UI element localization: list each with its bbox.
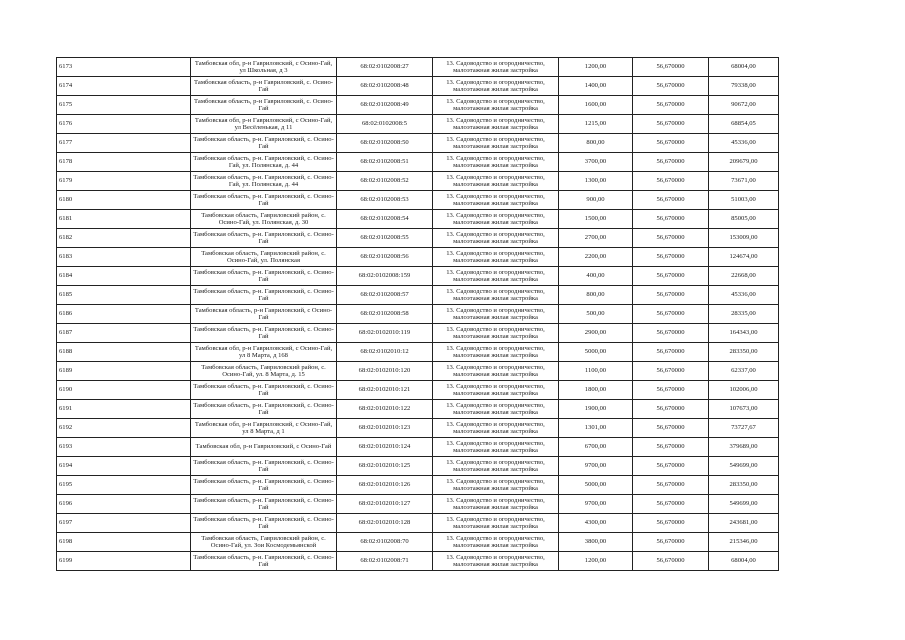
cadastral-number-cell: 68:02:0102008:53 xyxy=(337,191,433,210)
table-row xyxy=(57,324,779,343)
cadastral-number-cell: 68:02:0102008:159 xyxy=(337,267,433,286)
specific-value-cell: 56,670000 xyxy=(633,381,709,400)
specific-value-cell: 56,670000 xyxy=(633,514,709,533)
cadastral-value-cell: 153009,00 xyxy=(709,229,779,248)
area-cell: 1200,00 xyxy=(559,552,633,571)
table-row xyxy=(57,286,779,305)
permitted-use-cell: 13. Садоводство и огородничество, малоэтажная жилая застройка xyxy=(433,362,559,381)
permitted-use-cell: 13. Садоводство и огородничество, малоэтажная жилая застройка xyxy=(433,381,559,400)
cadastral-number-cell: 68:02:0102010:12 xyxy=(337,343,433,362)
permitted-use-cell: 13. Садоводство и огородничество, малоэтажная жилая застройка xyxy=(433,96,559,115)
row-number: 6198 xyxy=(57,533,191,552)
area-cell: 1200,00 xyxy=(559,58,633,77)
cadastral-value-cell: 51003,00 xyxy=(709,191,779,210)
specific-value-cell: 56,670000 xyxy=(633,552,709,571)
cadastral-number-cell: 68:02:0102010:121 xyxy=(337,381,433,400)
address-cell: Тамбовская обл, р-н Гавриловский, с Осино-Гай, ул 8 Марта, д 168 xyxy=(191,343,337,362)
permitted-use-cell: 13. Садоводство и огородничество, малоэтажная жилая застройка xyxy=(433,77,559,96)
permitted-use-cell: 13. Садоводство и огородничество, малоэтажная жилая застройка xyxy=(433,172,559,191)
cadastral-number-cell: 68:02:0102008:52 xyxy=(337,172,433,191)
address-cell: Тамбовская область, р-н. Гавриловский, с. Осино-Гай xyxy=(191,229,337,248)
area-cell: 400,00 xyxy=(559,267,633,286)
area-cell: 1500,00 xyxy=(559,210,633,229)
address-cell: Тамбовская область, р-н. Гавриловский, с. Осино-Гай, ул. Полянская, д. 44 xyxy=(191,172,337,191)
permitted-use-cell: 13. Садоводство и огородничество, малоэтажная жилая застройка xyxy=(433,438,559,457)
specific-value-cell: 56,670000 xyxy=(633,115,709,134)
address-cell: Тамбовская область, р-н. Гавриловский, с. Осино-Гай xyxy=(191,324,337,343)
permitted-use-cell: 13. Садоводство и огородничество, малоэтажная жилая застройка xyxy=(433,286,559,305)
permitted-use-cell: 13. Садоводство и огородничество, малоэтажная жилая застройка xyxy=(433,191,559,210)
address-cell: Тамбовская область, р-н. Гавриловский, с. Осино-Гай xyxy=(191,381,337,400)
cadastral-value-cell: 45336,00 xyxy=(709,134,779,153)
cadastral-value-cell: 68854,05 xyxy=(709,115,779,134)
table-row xyxy=(57,381,779,400)
row-number: 6197 xyxy=(57,514,191,533)
row-number: 6188 xyxy=(57,343,191,362)
specific-value-cell: 56,670000 xyxy=(633,324,709,343)
cadastral-value-cell: 73727,67 xyxy=(709,419,779,438)
permitted-use-cell: 13. Садоводство и огородничество, малоэтажная жилая застройка xyxy=(433,267,559,286)
cadastral-number-cell: 68:02:0102008:27 xyxy=(337,58,433,77)
cadastral-value-cell: 164343,00 xyxy=(709,324,779,343)
cadastral-value-cell: 283350,00 xyxy=(709,343,779,362)
specific-value-cell: 56,670000 xyxy=(633,134,709,153)
row-number: 6187 xyxy=(57,324,191,343)
permitted-use-cell: 13. Садоводство и огородничество, малоэтажная жилая застройка xyxy=(433,134,559,153)
specific-value-cell: 56,670000 xyxy=(633,419,709,438)
cadastral-number-cell: 68:02:0102008:71 xyxy=(337,552,433,571)
table-row xyxy=(57,495,779,514)
table-row xyxy=(57,476,779,495)
area-cell: 1215,00 xyxy=(559,115,633,134)
area-cell: 800,00 xyxy=(559,134,633,153)
cadastral-value-cell: 379689,00 xyxy=(709,438,779,457)
area-cell: 3800,00 xyxy=(559,533,633,552)
specific-value-cell: 56,670000 xyxy=(633,267,709,286)
area-cell: 5000,00 xyxy=(559,343,633,362)
area-cell: 1100,00 xyxy=(559,362,633,381)
table-row xyxy=(57,210,779,229)
permitted-use-cell: 13. Садоводство и огородничество, малоэтажная жилая застройка xyxy=(433,229,559,248)
address-cell: Тамбовская область, р-н. Гавриловский, с. Осино-Гай xyxy=(191,191,337,210)
cadastral-number-cell: 68:02:0102008:55 xyxy=(337,229,433,248)
cadastral-number-cell: 68:02:0102008:48 xyxy=(337,77,433,96)
permitted-use-cell: 13. Садоводство и огородничество, малоэтажная жилая застройка xyxy=(433,343,559,362)
specific-value-cell: 56,670000 xyxy=(633,343,709,362)
cadastral-value-cell: 28335,00 xyxy=(709,305,779,324)
row-number: 6194 xyxy=(57,457,191,476)
specific-value-cell: 56,670000 xyxy=(633,400,709,419)
cadastral-number-cell: 68:02:0102008:49 xyxy=(337,96,433,115)
table-row xyxy=(57,533,779,552)
table-row xyxy=(57,229,779,248)
cadastral-number-cell: 68:02:0102008:56 xyxy=(337,248,433,267)
specific-value-cell: 56,670000 xyxy=(633,248,709,267)
table-row xyxy=(57,191,779,210)
area-cell: 9700,00 xyxy=(559,495,633,514)
row-number: 6193 xyxy=(57,438,191,457)
specific-value-cell: 56,670000 xyxy=(633,96,709,115)
permitted-use-cell: 13. Садоводство и огородничество, малоэтажная жилая застройка xyxy=(433,495,559,514)
row-number: 6196 xyxy=(57,495,191,514)
table-row xyxy=(57,419,779,438)
area-cell: 9700,00 xyxy=(559,457,633,476)
cadastral-number-cell: 68:02:0102008:54 xyxy=(337,210,433,229)
cadastral-value-cell: 22668,00 xyxy=(709,267,779,286)
row-number: 6195 xyxy=(57,476,191,495)
permitted-use-cell: 13. Садоводство и огородничество, малоэтажная жилая застройка xyxy=(433,552,559,571)
area-cell: 800,00 xyxy=(559,286,633,305)
area-cell: 3700,00 xyxy=(559,153,633,172)
table-row xyxy=(57,96,779,115)
row-number: 6191 xyxy=(57,400,191,419)
address-cell: Тамбовская обл, р-н Гавриловский, с Осино-Гай, ул Школьная, д 3 xyxy=(191,58,337,77)
row-number: 6178 xyxy=(57,153,191,172)
cadastral-value-cell: 68004,00 xyxy=(709,552,779,571)
permitted-use-cell: 13. Садоводство и огородничество, малоэтажная жилая застройка xyxy=(433,210,559,229)
specific-value-cell: 56,670000 xyxy=(633,210,709,229)
specific-value-cell: 56,670000 xyxy=(633,153,709,172)
address-cell: Тамбовская область, р-н. Гавриловский, с. Осино-Гай xyxy=(191,476,337,495)
row-number: 6176 xyxy=(57,115,191,134)
area-cell: 1300,00 xyxy=(559,172,633,191)
address-cell: Тамбовская область, р-н. Гавриловский, с. Осино-Гай xyxy=(191,457,337,476)
area-cell: 1301,00 xyxy=(559,419,633,438)
area-cell: 5000,00 xyxy=(559,476,633,495)
address-cell: Тамбовская область, р-н. Гавриловский, с. Осино-Гай xyxy=(191,267,337,286)
area-cell: 1800,00 xyxy=(559,381,633,400)
row-number: 6177 xyxy=(57,134,191,153)
row-number: 6199 xyxy=(57,552,191,571)
address-cell: Тамбовская область, Гавриловский район, с. Осино-Гай, ул. Полянская xyxy=(191,248,337,267)
cadastral-number-cell: 68:02:0102010:122 xyxy=(337,400,433,419)
cadastral-value-cell: 79338,00 xyxy=(709,77,779,96)
row-number: 6175 xyxy=(57,96,191,115)
land-registry-table xyxy=(56,57,779,571)
cadastral-value-cell: 283350,00 xyxy=(709,476,779,495)
address-cell: Тамбовская область, р-н. Гавриловский, с. Осино-Гай, ул. Полянская, д. 44 xyxy=(191,153,337,172)
specific-value-cell: 56,670000 xyxy=(633,457,709,476)
cadastral-number-cell: 68:02:0102010:126 xyxy=(337,476,433,495)
cadastral-value-cell: 243681,00 xyxy=(709,514,779,533)
table-row xyxy=(57,115,779,134)
table-row xyxy=(57,172,779,191)
cadastral-value-cell: 45336,00 xyxy=(709,286,779,305)
permitted-use-cell: 13. Садоводство и огородничество, малоэтажная жилая застройка xyxy=(433,514,559,533)
cadastral-number-cell: 68:02:0102008:58 xyxy=(337,305,433,324)
specific-value-cell: 56,670000 xyxy=(633,533,709,552)
row-number: 6190 xyxy=(57,381,191,400)
specific-value-cell: 56,670000 xyxy=(633,495,709,514)
address-cell: Тамбовская область, Гавриловский район, с. Осино-Гай, ул. Полянская, д. 30 xyxy=(191,210,337,229)
table-row xyxy=(57,552,779,571)
cadastral-value-cell: 90672,00 xyxy=(709,96,779,115)
address-cell: Тамбовская область, р-н. Гавриловский, с. Осино-Гай xyxy=(191,134,337,153)
cadastral-number-cell: 68:02:0102008:5 xyxy=(337,115,433,134)
cadastral-value-cell: 107673,00 xyxy=(709,400,779,419)
cadastral-value-cell: 73671,00 xyxy=(709,172,779,191)
row-number: 6183 xyxy=(57,248,191,267)
address-cell: Тамбовская обл, р-н Гавриловский, с Осино-Гай, ул 8 Марта, д 1 xyxy=(191,419,337,438)
cadastral-value-cell: 549699,00 xyxy=(709,495,779,514)
table-row xyxy=(57,153,779,172)
row-number: 6184 xyxy=(57,267,191,286)
table-row xyxy=(57,77,779,96)
permitted-use-cell: 13. Садоводство и огородничество, малоэтажная жилая застройка xyxy=(433,305,559,324)
permitted-use-cell: 13. Садоводство и огородничество, малоэтажная жилая застройка xyxy=(433,153,559,172)
area-cell: 1900,00 xyxy=(559,400,633,419)
table-row xyxy=(57,305,779,324)
area-cell: 2700,00 xyxy=(559,229,633,248)
cadastral-value-cell: 85005,00 xyxy=(709,210,779,229)
permitted-use-cell: 13. Садоводство и огородничество, малоэтажная жилая застройка xyxy=(433,419,559,438)
address-cell: Тамбовская область, р-н Гавриловский, с Осино-Гай xyxy=(191,305,337,324)
address-cell: Тамбовская обл, р-н Гавриловский, с Осино-Гай, ул Весёленькая, д 11 xyxy=(191,115,337,134)
permitted-use-cell: 13. Садоводство и огородничество, малоэтажная жилая застройка xyxy=(433,476,559,495)
table-row xyxy=(57,248,779,267)
row-number: 6180 xyxy=(57,191,191,210)
permitted-use-cell: 13. Садоводство и огородничество, малоэтажная жилая застройка xyxy=(433,324,559,343)
address-cell: Тамбовская область, р-н. Гавриловский, с. Осино-Гай xyxy=(191,552,337,571)
cadastral-number-cell: 68:02:0102010:125 xyxy=(337,457,433,476)
permitted-use-cell: 13. Садоводство и огородничество, малоэтажная жилая застройка xyxy=(433,400,559,419)
address-cell: Тамбовская область, р-н. Гавриловский, с. Осино-Гай xyxy=(191,286,337,305)
row-number: 6182 xyxy=(57,229,191,248)
address-cell: Тамбовская область, р-н Гавриловский, с. Осино-Гай xyxy=(191,96,337,115)
table-row xyxy=(57,58,779,77)
cadastral-number-cell: 68:02:0102010:124 xyxy=(337,438,433,457)
cadastral-value-cell: 102006,00 xyxy=(709,381,779,400)
cadastral-number-cell: 68:02:0102008:50 xyxy=(337,134,433,153)
permitted-use-cell: 13. Садоводство и огородничество, малоэтажная жилая застройка xyxy=(433,248,559,267)
cadastral-number-cell: 68:02:0102010:127 xyxy=(337,495,433,514)
area-cell: 2900,00 xyxy=(559,324,633,343)
table-body xyxy=(57,58,779,571)
area-cell: 1400,00 xyxy=(559,77,633,96)
specific-value-cell: 56,670000 xyxy=(633,438,709,457)
specific-value-cell: 56,670000 xyxy=(633,172,709,191)
row-number: 6186 xyxy=(57,305,191,324)
row-number: 6173 xyxy=(57,58,191,77)
specific-value-cell: 56,670000 xyxy=(633,229,709,248)
cadastral-number-cell: 68:02:0102008:51 xyxy=(337,153,433,172)
address-cell: Тамбовская область, Гавриловский район, с. Осино-Гай, ул. Зои Космодемьянской xyxy=(191,533,337,552)
specific-value-cell: 56,670000 xyxy=(633,58,709,77)
area-cell: 900,00 xyxy=(559,191,633,210)
table-row xyxy=(57,457,779,476)
area-cell: 4300,00 xyxy=(559,514,633,533)
cadastral-value-cell: 124674,00 xyxy=(709,248,779,267)
address-cell: Тамбовская обл, р-н Гавриловский, с Осино-Гай xyxy=(191,438,337,457)
row-number: 6174 xyxy=(57,77,191,96)
area-cell: 6700,00 xyxy=(559,438,633,457)
cadastral-number-cell: 68:02:0102010:120 xyxy=(337,362,433,381)
row-number: 6181 xyxy=(57,210,191,229)
cadastral-number-cell: 68:02:0102008:57 xyxy=(337,286,433,305)
table-row xyxy=(57,343,779,362)
permitted-use-cell: 13. Садоводство и огородничество, малоэтажная жилая застройка xyxy=(433,457,559,476)
row-number: 6189 xyxy=(57,362,191,381)
cadastral-number-cell: 68:02:0102010:128 xyxy=(337,514,433,533)
address-cell: Тамбовская область, р-н. Гавриловский, с. Осино-Гай xyxy=(191,495,337,514)
cadastral-value-cell: 62337,00 xyxy=(709,362,779,381)
permitted-use-cell: 13. Садоводство и огородничество, малоэтажная жилая застройка xyxy=(433,58,559,77)
specific-value-cell: 56,670000 xyxy=(633,362,709,381)
specific-value-cell: 56,670000 xyxy=(633,191,709,210)
specific-value-cell: 56,670000 xyxy=(633,286,709,305)
cadastral-value-cell: 215346,00 xyxy=(709,533,779,552)
cadastral-number-cell: 68:02:0102008:70 xyxy=(337,533,433,552)
cadastral-value-cell: 549699,00 xyxy=(709,457,779,476)
row-number: 6192 xyxy=(57,419,191,438)
table-row xyxy=(57,362,779,381)
table-row xyxy=(57,134,779,153)
specific-value-cell: 56,670000 xyxy=(633,476,709,495)
permitted-use-cell: 13. Садоводство и огородничество, малоэтажная жилая застройка xyxy=(433,115,559,134)
address-cell: Тамбовская область, р-н. Гавриловский, с. Осино-Гай xyxy=(191,514,337,533)
address-cell: Тамбовская область, р-н. Гавриловский, с. Осино-Гай xyxy=(191,400,337,419)
area-cell: 1600,00 xyxy=(559,96,633,115)
table-row xyxy=(57,400,779,419)
specific-value-cell: 56,670000 xyxy=(633,77,709,96)
row-number: 6179 xyxy=(57,172,191,191)
table-row xyxy=(57,514,779,533)
address-cell: Тамбовская область, р-н Гавриловский, с. Осино-Гай xyxy=(191,77,337,96)
permitted-use-cell: 13. Садоводство и огородничество, малоэтажная жилая застройка xyxy=(433,533,559,552)
area-cell: 2200,00 xyxy=(559,248,633,267)
cadastral-number-cell: 68:02:0102010:123 xyxy=(337,419,433,438)
cadastral-value-cell: 209679,00 xyxy=(709,153,779,172)
address-cell: Тамбовская область, Гавриловский район, с. Осино-Гай, ул. 8 Марта, д. 15 xyxy=(191,362,337,381)
row-number: 6185 xyxy=(57,286,191,305)
specific-value-cell: 56,670000 xyxy=(633,305,709,324)
table-row xyxy=(57,267,779,286)
area-cell: 500,00 xyxy=(559,305,633,324)
cadastral-number-cell: 68:02:0102010:119 xyxy=(337,324,433,343)
cadastral-value-cell: 68004,00 xyxy=(709,58,779,77)
table-row xyxy=(57,438,779,457)
